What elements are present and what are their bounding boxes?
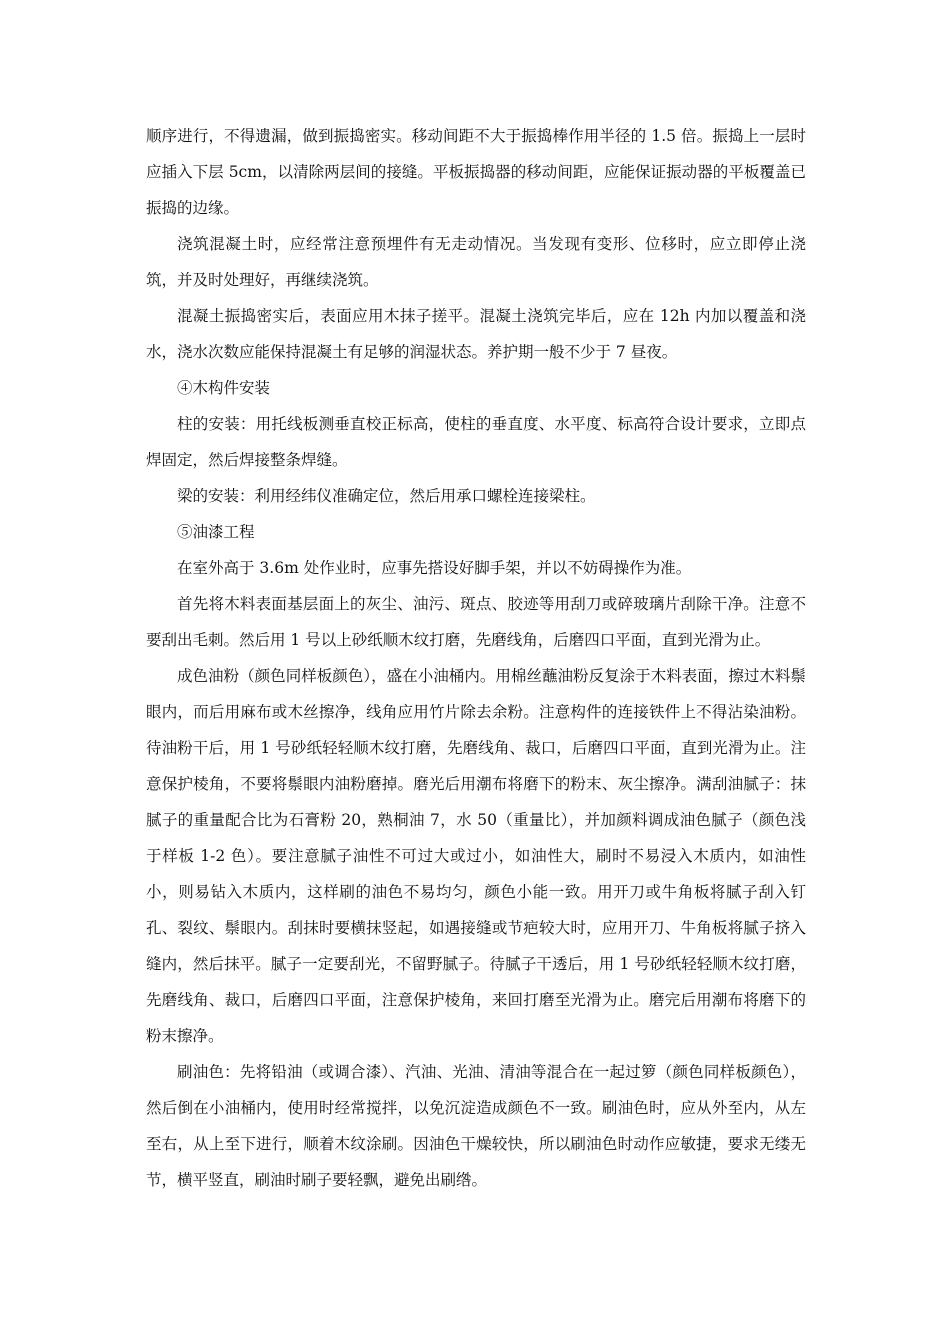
- paragraph-oil-color-brushing: 刷油色：先将铅油（或调合漆）、汽油、光油、清油等混合在一起过箩（颜色同样板颜色），然后倒在小油桶内，使用时经常搅拌，以免沉淀造成颜色不一致。刷油色时，应从外至内，从左至右，从上至下进行，顺着木纹涂刷。因油色干燥较快，所以刷油色时动作应敏捷，要求无缕无节，横平竖直，刷油时刷子要轻飘，避免出刷绺。: [146, 1063, 806, 1189]
- paragraph-curing: 混凝土振捣密实后，表面应用木抹子搓平。混凝土浇筑完毕后，应在 12h 内加以覆盖和浇水，浇水次数应能保持混凝土有足够的润湿状态。养护期一般不少于 7 昼夜。: [146, 307, 806, 361]
- paragraph-beam-installation: 梁的安装：利用经纬仪准确定位，然后用承口螺栓连接梁柱。: [177, 487, 596, 505]
- section-heading-wood-members: ④木构件安装: [177, 379, 271, 397]
- paragraph-vibration-sequence: 顺序进行，不得遗漏，做到振捣密实。移动间距不大于振捣棒作用半径的 1.5 倍。振捣上一层时应插入下层 5cm，以清除两层间的接缝。平板振捣器的移动间距，应能保证振动器的平板覆盖已振捣的边缘。: [146, 127, 806, 217]
- paragraph-scaffolding: 在室外高于 3.6m 处作业时，应事先搭设好脚手架，并以不妨碍操作为准。: [177, 559, 692, 577]
- paragraph-surface-prep: 首先将木料表面基层面上的灰尘、油污、斑点、胶迹等用刮刀或碎玻璃片刮除干净。注意不要刮出毛刺。然后用 1 号以上砂纸顺木纹打磨，先磨线角，后磨四口平面，直到光滑为止。: [146, 595, 806, 649]
- document-body: [146, 118, 806, 1198]
- section-heading-painting: ⑤油漆工程: [177, 523, 255, 541]
- paragraph-column-installation: 柱的安装：用托线板测垂直校正标高，使柱的垂直度、水平度、标高符合设计要求，立即点焊固定，然后焊接整条焊缝。: [146, 415, 806, 469]
- paragraph-oil-powder-putty: 成色油粉（颜色同样板颜色），盛在小油桶内。用棉丝蘸油粉反复涂于木料表面，擦过木料鬃眼内，而后用麻布或木丝擦净，线角应用竹片除去余粉。注意构件的连接铁件上不得沾染油粉。待油粉干后，用 1 号砂纸轻轻顺木纹打磨，先磨线角、裁口，后磨四口平面，直到光滑为止。注意保护棱角，不要将鬃眼内油粉磨掉。磨光后用潮布将磨下的粉末、灰尘擦净。满刮油腻子：抹腻子的重量配合比为石膏粉 20，熟桐油 7，水 50（重量比），并加颜料调成油色腻子（颜色浅于样板 1-2 色）。要注意腻子油性不可过大或过小，如油性大，刷时不易浸入木质内，如油性小，则易钻入木质内，这样刷的油色不易均匀，颜色小能一致。用开刀或牛角板将腻子刮入钉孔、裂纹、鬃眼内。刮抹时要横抹竖起，如遇接缝或节疤较大时，应用开刀、牛角板将腻子挤入缝内，然后抹平。腻子一定要刮光，不留野腻子。待腻子干透后，用 1 号砂纸轻轻顺木纹打磨，先磨线角、裁口，后磨四口平面，注意保护棱角，来回打磨至光滑为止。磨完后用潮布将磨下的粉末擦净。: [146, 667, 806, 1045]
- paragraph-embedded-parts: 浇筑混凝土时，应经常注意预埋件有无走动情况。当发现有变形、位移时，应立即停止浇筑，并及时处理好，再继续浇筑。: [146, 235, 806, 289]
